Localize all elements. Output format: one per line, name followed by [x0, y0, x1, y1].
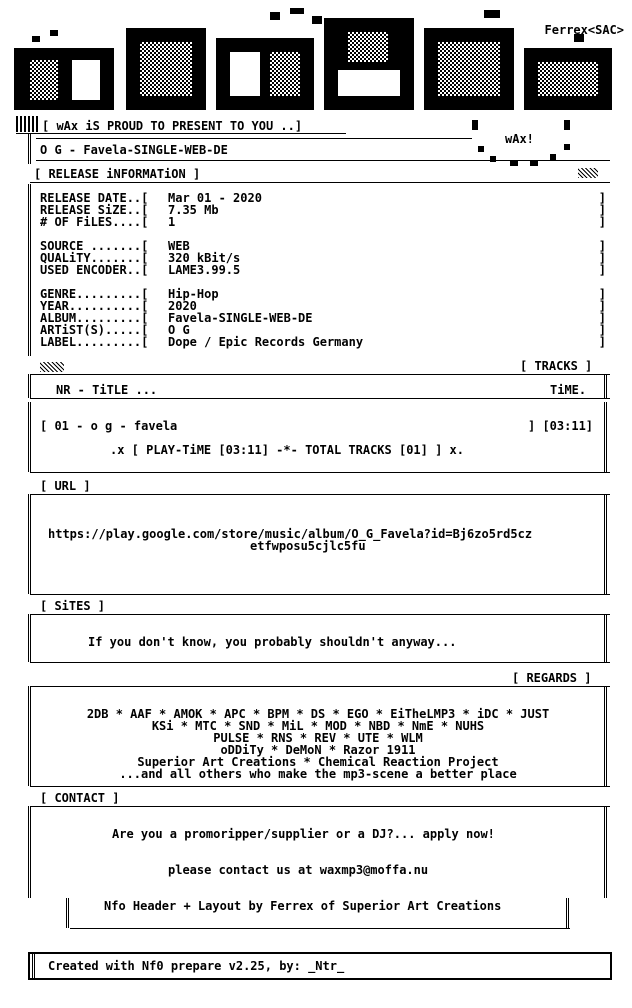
- title-underline: [36, 160, 610, 161]
- tracks-header-rule-r: [604, 374, 607, 398]
- contact-topline: [30, 806, 610, 807]
- url-rule-r: [604, 494, 607, 594]
- wax-logo-art: [14, 8, 614, 120]
- url-line-1[interactable]: https://play.google.com/store/music/album/O_G_Favela?id=Bj6zo5rd5cz: [48, 527, 533, 541]
- present-hatch: [16, 116, 40, 132]
- release-info-hatch: [578, 168, 598, 178]
- credit-underline: [70, 928, 570, 929]
- release-info-value: Favela-SINGLE-WEB-DE: [168, 311, 313, 325]
- contact-label: [ CONTACT ]: [40, 791, 120, 805]
- regards-line: ...and all others who make the mp3-scene a better place: [119, 767, 517, 781]
- release-info-key: YEAR..........[: [40, 299, 149, 313]
- tracks-header-underline: [30, 398, 610, 399]
- release-info-close-bracket: ]: [598, 215, 606, 229]
- present-text: [ wAx iS PROUD TO PRESENT TO YOU ..]: [42, 119, 303, 133]
- contact-line-1: Are you a promoripper/supplier or a DJ?... apply now!: [112, 827, 495, 841]
- release-info-close-bracket: ]: [598, 299, 606, 313]
- release-info-value: LAME3.99.5: [168, 263, 241, 277]
- release-info-key: GENRE.........[: [40, 287, 149, 301]
- tracks-col-title: NR - TiTLE ...: [56, 383, 158, 397]
- release-info-value: 7.35 Mb: [168, 203, 219, 217]
- release-info-close-bracket: ]: [598, 239, 606, 253]
- release-info-left-rule: [28, 184, 31, 356]
- regards-line: 2DB * AAF * AMOK * APC * BPM * DS * EGO * EiTheLMP3 * iDC * JUST: [86, 707, 550, 721]
- release-info-key: ALBUM.........[: [40, 311, 149, 325]
- url-topline: [30, 494, 610, 495]
- regards-list: [30, 708, 606, 780]
- sites-topline: [30, 614, 610, 615]
- created-with-rule: [32, 954, 35, 978]
- tracks-list-rule-l: [28, 402, 31, 472]
- release-info-row: [40, 264, 606, 276]
- release-info-label: [ RELEASE iNFORMATiON ]: [34, 167, 201, 181]
- release-info-close-bracket: ]: [598, 251, 606, 265]
- credit-rule-l: [66, 898, 69, 928]
- regards-label: [ REGARDS ]: [512, 671, 592, 685]
- release-info-close-bracket: ]: [598, 335, 606, 349]
- release-info-value: Mar 01 - 2020: [168, 191, 262, 205]
- release-info-topline: [30, 182, 610, 183]
- credit-rule-r: [566, 898, 569, 928]
- track-item-time: ] [03:11]: [528, 419, 594, 433]
- release-info-close-bracket: ]: [598, 203, 606, 217]
- release-info-key: SOURCE .......[: [40, 239, 149, 253]
- release-info-close-bracket: ]: [598, 287, 606, 301]
- sites-rule-l: [28, 614, 31, 662]
- release-info-close-bracket: ]: [598, 263, 606, 277]
- sites-rule-r: [604, 614, 607, 662]
- release-info-value: 1: [168, 215, 176, 229]
- tracks-header-rule-l: [28, 374, 31, 398]
- url-line-2[interactable]: etfwposu5cjlc5fu: [250, 539, 366, 553]
- release-info-value: Dope / Epic Records Germany: [168, 335, 364, 349]
- url-rule-l: [28, 494, 31, 594]
- tracks-hatch: [40, 362, 64, 372]
- title-topline: [36, 138, 472, 139]
- release-info-key: # OF FiLES....[: [40, 215, 149, 229]
- layout-credit: Nfo Header + Layout by Ferrex of Superior Art Creations: [104, 899, 502, 913]
- tracks-topline: [30, 374, 610, 375]
- tracks-label: [ TRACKS ]: [520, 359, 593, 373]
- tracks-col-time: TiME.: [550, 383, 587, 397]
- url-bottomline: [30, 594, 610, 595]
- release-info-close-bracket: ]: [598, 311, 606, 325]
- regards-topline: [30, 686, 610, 687]
- sites-text: If you don't know, you probably shouldn't anyway...: [88, 635, 457, 649]
- contact-line-2[interactable]: please contact us at waxmp3@moffa.nu: [168, 863, 429, 877]
- release-info-key: ARTiST(S).....[: [40, 323, 149, 337]
- header-credit: Ferrex<SAC>: [544, 23, 624, 37]
- release-info-key: RELEASE DATE..[: [40, 191, 149, 205]
- release-info-key: RELEASE SiZE..[: [40, 203, 149, 217]
- tracks-bottomline: [30, 472, 610, 473]
- track-item-label: [ 01 - o g - favela: [40, 419, 178, 433]
- regards-line: Superior Art Creations * Chemical Reaction Project: [137, 755, 499, 769]
- release-info-close-bracket: ]: [598, 323, 606, 337]
- release-info-value: O G: [168, 323, 190, 337]
- url-label: [ URL ]: [40, 479, 91, 493]
- regards-bottomline: [30, 786, 610, 787]
- contact-rule-l: [28, 806, 31, 898]
- tracks-summary: .x [ PLAY-TiME [03:11] -*- TOTAL TRACKS [01] ] x.: [110, 443, 465, 457]
- release-title: O G - Favela-SINGLE-WEB-DE: [40, 143, 228, 157]
- created-with-text: Created with Nf0 prepare v2.25, by: _Ntr_: [48, 959, 345, 973]
- contact-rule-r: [604, 806, 607, 898]
- release-info-key: QUALiTY.......[: [40, 251, 149, 265]
- wax-logo: [14, 8, 614, 120]
- release-info-value: 2020: [168, 299, 197, 313]
- release-info-key: LABEL.........[: [40, 335, 149, 349]
- frame-left-1: [28, 134, 31, 164]
- release-info-value: 320 kBit/s: [168, 251, 241, 265]
- sites-bottomline: [30, 662, 610, 663]
- release-info-key: USED ENCODER..[: [40, 263, 149, 277]
- sites-label: [ SiTES ]: [40, 599, 106, 613]
- tracks-list-rule-r: [604, 402, 607, 472]
- regards-line: PULSE * RNS * REV * UTE * WLM: [213, 731, 423, 745]
- release-info-close-bracket: ]: [598, 191, 606, 205]
- release-info-value: WEB: [168, 239, 190, 253]
- release-info-row: [40, 216, 606, 228]
- release-info-row: [40, 336, 606, 348]
- regards-line: KSi * MTC * SND * MiL * MOD * NBD * NmE * NUHS: [151, 719, 485, 733]
- release-info-value: Hip-Hop: [168, 287, 219, 301]
- release-info-rows: [40, 192, 606, 348]
- present-underline: [16, 133, 346, 134]
- regards-line: oDDiTy * DeMoN * Razor 1911: [220, 743, 416, 757]
- group-tag: wAx!: [505, 132, 534, 146]
